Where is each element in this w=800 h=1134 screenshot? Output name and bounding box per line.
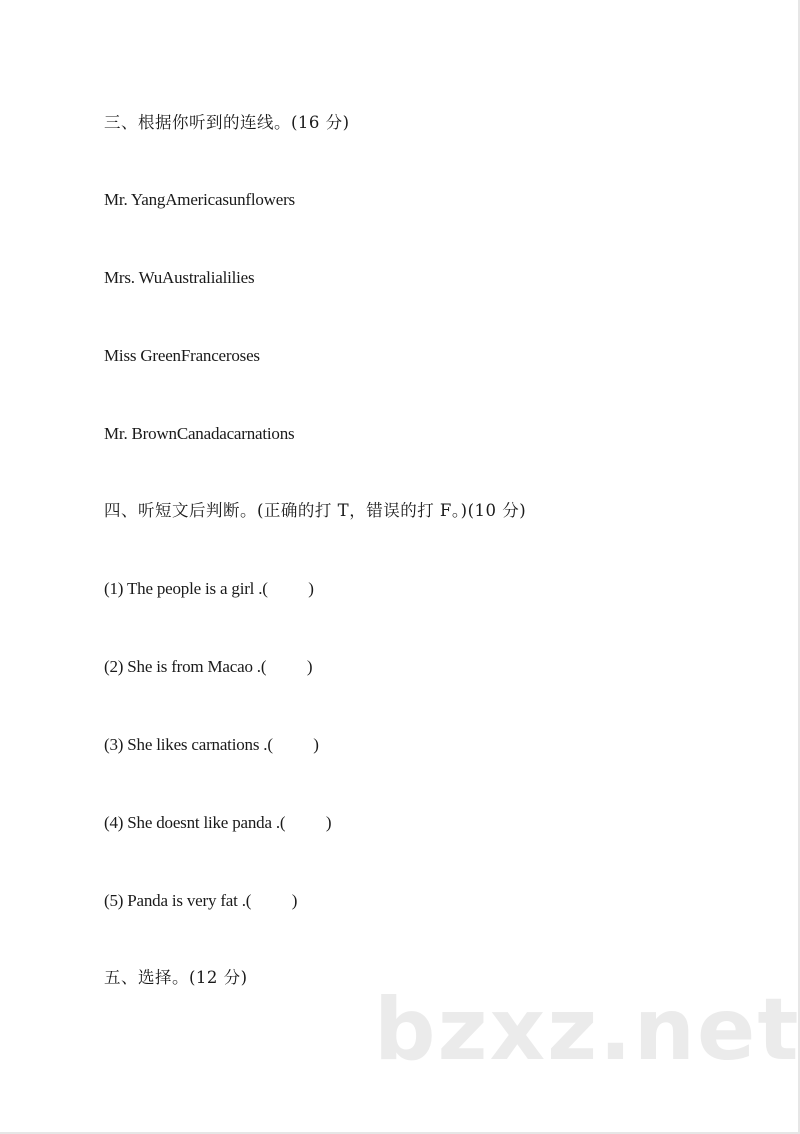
judgement-item: (3) She likes carnations .( ) bbox=[104, 735, 319, 754]
matching-row: Mr. YangAmericasunflowers bbox=[104, 190, 295, 209]
section-3-heading: 三、根据你听到的连线。(16 分) bbox=[104, 113, 350, 132]
judgement-item: (5) Panda is very fat .( ) bbox=[104, 891, 298, 910]
section-4-heading: 四、听短文后判断。(正确的打 T，错误的打 F。)(10 分) bbox=[104, 501, 527, 520]
judgement-item: (4) She doesnt like panda .( ) bbox=[104, 813, 332, 832]
judgement-item: (1) The people is a girl .( ) bbox=[104, 579, 314, 598]
watermark: bzxz.net bbox=[374, 980, 800, 1080]
judgement-item: (2) She is from Macao .( ) bbox=[104, 657, 313, 676]
section-5-heading: 五、选择。(12 分) bbox=[104, 968, 248, 987]
matching-row: Mr. BrownCanadacarnations bbox=[104, 424, 295, 443]
matching-row: Miss GreenFranceroses bbox=[104, 346, 260, 365]
matching-row: Mrs. WuAustralialilies bbox=[104, 268, 255, 287]
